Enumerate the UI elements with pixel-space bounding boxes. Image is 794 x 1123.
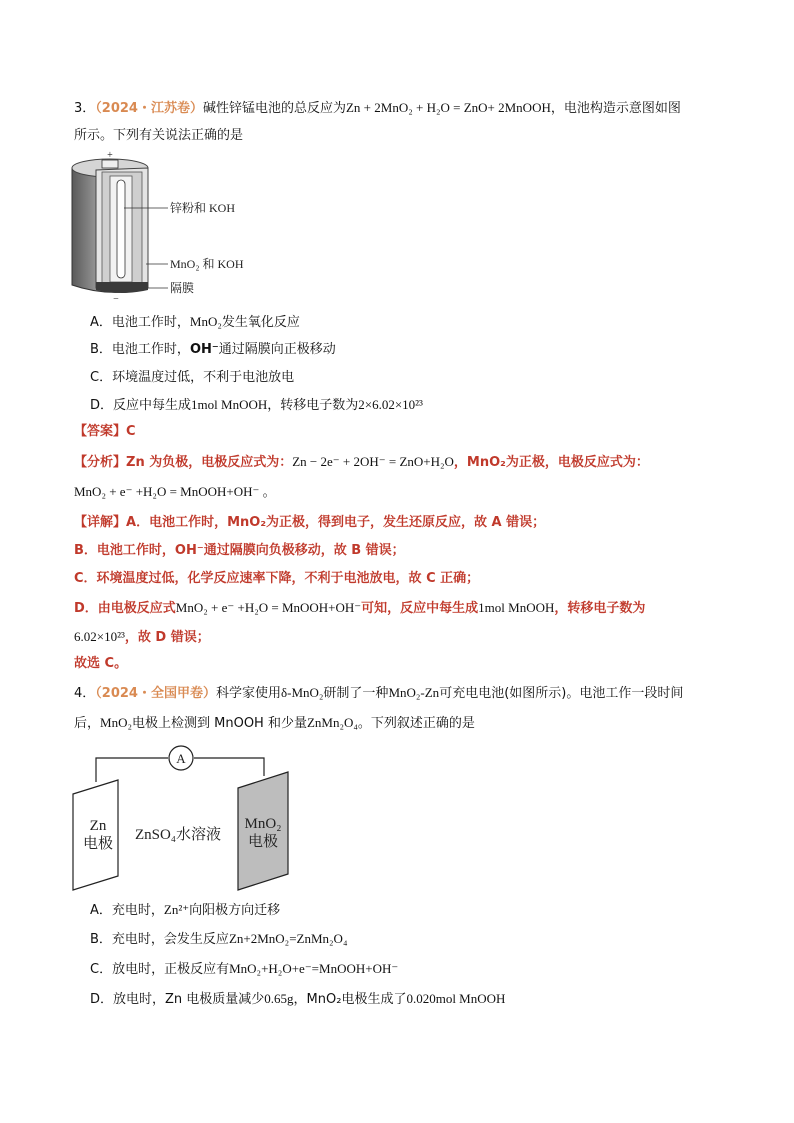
positive-terminal — [102, 160, 118, 168]
option-letter: B． — [90, 342, 112, 357]
option-text: 放电时，正极反应有 — [112, 962, 230, 977]
detail-number: 6.02×10²³ — [74, 629, 125, 644]
detail-text: D．由电极反应式 — [74, 601, 176, 616]
option-letter: D． — [90, 992, 114, 1007]
plus-sign: + — [107, 150, 113, 161]
zn-electrode-label-1: Zn — [89, 818, 107, 834]
analysis-label: 【分析】 — [74, 455, 127, 470]
option-text: ，转移电子数为 — [267, 398, 359, 413]
battery-diagram — [66, 150, 266, 305]
mno2-electrode-label-1: MnO₂ — [244, 816, 282, 832]
option-chem: MnO₂+H₂O+e⁻=MnOOH+OH⁻ — [229, 961, 399, 976]
option-text: 电池工作时， — [111, 315, 190, 330]
q3-detail-a — [74, 513, 545, 533]
detail-text: 可知，反应中每生成 — [361, 601, 479, 616]
q3-stem-line2: 所示。下列有关说法正确的是 — [74, 128, 244, 143]
q4-stem-text: 可充电电池(如图所示)。电池工作一段时间 — [439, 686, 684, 701]
q4-option-a[interactable] — [90, 900, 280, 921]
answer-label: 【答案】 — [74, 424, 127, 439]
option-text: 充电时，会发生反应 — [111, 932, 229, 947]
option-text: 放电时，Zn 电极质量减少 — [113, 992, 265, 1007]
q3-detail-d-line1 — [74, 598, 645, 619]
q4-option-c[interactable] — [90, 959, 398, 980]
option-text: 向阳极方向迁移 — [189, 903, 281, 918]
option-chem: 1mol MnOOH — [191, 397, 268, 412]
q4-stem-line1 — [74, 683, 683, 704]
mno2-electrode-label-2: 电极 — [247, 834, 279, 850]
detail-label: 【详解】 — [74, 515, 127, 530]
option-text: 反应中每生成 — [113, 398, 192, 413]
q4-option-b[interactable] — [90, 929, 347, 950]
q4-stem-text: 科学家使用 — [215, 686, 281, 701]
option-letter: A． — [90, 315, 112, 330]
q3-detail-b: B．电池工作时，OH⁻通过隔膜向负极移动，故 B 错误； — [74, 543, 405, 558]
q3-analysis-line1 — [74, 452, 649, 473]
q4-stem-text: 电极上检测到 MnOOH 和少量 — [132, 716, 307, 731]
option-chem: OH⁻ — [189, 342, 219, 357]
q3-choose: 故选 C。 — [74, 656, 128, 671]
q3-stem-text-b: ，电池构造示意图如图 — [550, 101, 681, 116]
q4-chem: MnO₂ — [100, 715, 132, 730]
detail-chem: 1mol MnOOH — [478, 600, 555, 615]
option-letter: B． — [90, 932, 112, 947]
q4-stem-text: 。下列叙述正确的是 — [357, 716, 475, 731]
zn-electrode-label-2: 电极 — [82, 836, 114, 852]
current-collector-rod — [117, 180, 125, 278]
analysis-text-a: Zn 为负极，电极反应式为： — [126, 455, 293, 470]
q3-detail-c: C．环境温度过低，化学反应速率下降，不利于电池放电，故 C 正确； — [74, 571, 480, 586]
detail-text: ，故 D 错误； — [124, 630, 210, 645]
q3-option-d[interactable] — [90, 395, 423, 416]
option-text: 充电时， — [111, 903, 164, 918]
q3-source-tag: （2024・江苏卷） — [95, 101, 203, 116]
q3-option-a[interactable] — [90, 312, 300, 333]
option-chem: 0.65g — [264, 991, 294, 1006]
q4-source-tag: （2024・全国甲卷） — [95, 686, 216, 701]
option-letter: C． — [90, 962, 113, 977]
minus-sign: − — [113, 294, 119, 305]
option-text: 发生氧化反应 — [221, 315, 300, 330]
q4-number: 4． — [74, 686, 96, 701]
q4-chem: δ-MnO₂ — [280, 685, 324, 700]
option-text: 环境温度过低，不利于电池放电 — [112, 370, 295, 385]
label-separator: 隔膜 — [170, 281, 195, 295]
option-letter: A． — [90, 903, 112, 918]
q4-stem-text: 研制了一种 — [323, 686, 389, 701]
detail-text: A．电池工作时，MnO₂为正极，得到电子，发生还原反应，故 A 错误； — [126, 515, 546, 530]
option-letter: D． — [90, 398, 114, 413]
option-chem: Zn+2MnO₂=ZnMn₂O₄ — [228, 931, 348, 946]
option-text: 通过隔膜向正极移动 — [218, 342, 336, 357]
zn-electrode — [73, 780, 118, 890]
detail-equation: MnO₂ + e⁻ +H₂O = MnOOH+OH⁻ — [175, 600, 362, 615]
solution-label: ZnSO₄水溶液 — [134, 827, 222, 843]
analysis-equation-anode: Zn − 2e⁻ + 2OH⁻ = ZnO+H₂O — [292, 454, 454, 469]
q4-option-d[interactable] — [90, 989, 505, 1010]
q4-chem: ZnMn₂O₄ — [306, 715, 358, 730]
q4-chem: MnO₂-Zn — [388, 685, 440, 700]
q4-stem-text: 后， — [74, 716, 101, 731]
q3-stem-text-a: 碱性锌锰电池的总反应为 — [202, 101, 346, 116]
ammeter-label: A — [176, 751, 186, 766]
q3-detail-d-line2 — [74, 627, 210, 648]
label-mno2-koh: MnO₂ 和 KOH — [170, 257, 244, 271]
q3-option-c[interactable] — [90, 368, 294, 388]
q3-stem-line1 — [74, 98, 681, 119]
detail-text: ，转移电子数为 — [554, 601, 646, 616]
answer-value: C — [126, 424, 136, 439]
option-chem: MnO₂ — [189, 314, 222, 329]
option-chem: 0.020mol MnOOH — [406, 991, 506, 1006]
zn-mno2-cell-diagram — [68, 742, 298, 892]
q4-stem-line2 — [74, 713, 475, 734]
q3-answer — [74, 422, 136, 442]
q3-total-equation: Zn + 2MnO₂ + H₂O = ZnO+ 2MnOOH — [345, 100, 551, 115]
battery-bottom-band — [96, 282, 148, 293]
label-zinc-koh: 锌粉和 KOH — [170, 201, 235, 215]
option-text: ，MnO₂电极生成了 — [293, 992, 407, 1007]
option-letter: C． — [90, 370, 113, 385]
q3-option-b[interactable] — [90, 340, 336, 360]
option-text: 电池工作时， — [111, 342, 190, 357]
q3-analysis-line2: MnO₂ + e⁻ +H₂O = MnOOH+OH⁻ 。 — [74, 484, 276, 499]
option-chem: Zn²⁺ — [163, 902, 190, 917]
q3-number: 3． — [74, 101, 96, 116]
analysis-text-b: ，MnO₂为正极，电极反应式为： — [453, 455, 649, 470]
option-chem: 2×6.02×10²³ — [358, 397, 423, 412]
